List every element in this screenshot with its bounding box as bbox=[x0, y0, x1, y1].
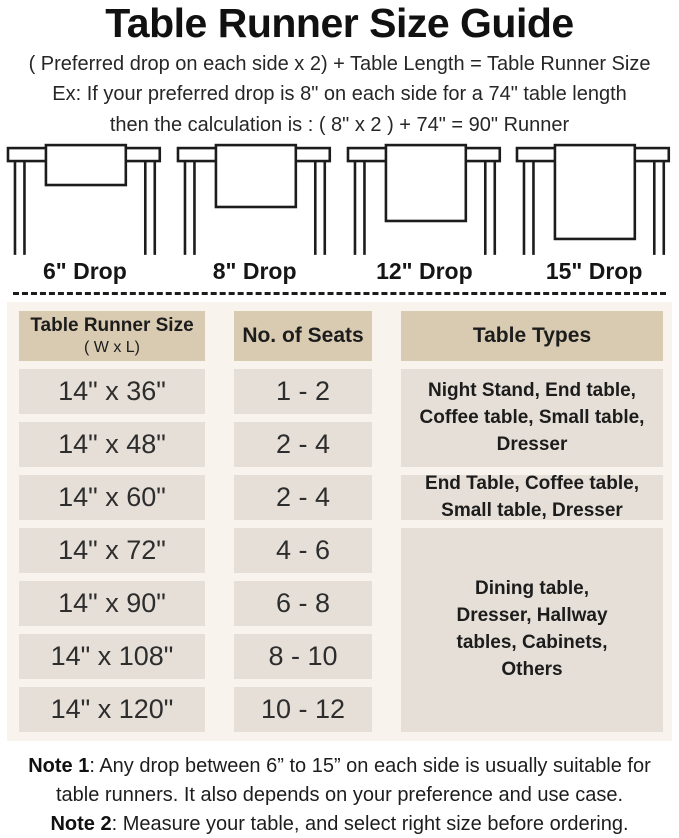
formula-text: ( Preferred drop on each side x 2) + Table Length = Table Runner Size bbox=[28, 52, 651, 75]
col-header-types bbox=[401, 311, 663, 361]
example-line-1: Ex: If your preferred drop is 8" on each side for a 74" table length bbox=[52, 83, 627, 106]
size-cell: 14" x 36" bbox=[19, 369, 205, 414]
table-with-runner-drawing bbox=[509, 143, 679, 257]
table-types-text: Night Stand, End table, Coffee table, Small table, Dresser bbox=[419, 379, 645, 455]
size-cell: 14" x 72" bbox=[19, 528, 205, 573]
notes-section bbox=[6, 752, 673, 838]
seats-cell: 10 - 12 bbox=[234, 687, 372, 732]
table-types-text: Dining table, Dresser, Hallway tables, Cabinets, Others bbox=[456, 578, 608, 681]
dashed-divider bbox=[13, 292, 666, 295]
note bbox=[6, 810, 673, 838]
drop-labels-row bbox=[0, 258, 679, 285]
drop-label: 15" Drop bbox=[545, 258, 643, 285]
size-cell: 14" x 90" bbox=[19, 581, 205, 626]
table-types-cell bbox=[401, 472, 663, 521]
note-text: : Any drop between 6” to 15” on each side is usually suitable for table runners. It also depends on your preference and use case. bbox=[55, 755, 651, 806]
drop-label: 6" Drop bbox=[43, 258, 127, 285]
note-text: : Measure your table, and select right size before ordering. bbox=[111, 812, 629, 835]
seats-cell: 6 - 8 bbox=[234, 581, 372, 626]
seats-cell: 2 - 4 bbox=[234, 422, 372, 467]
table-illustration bbox=[0, 143, 170, 257]
drop-label: 8" Drop bbox=[212, 258, 297, 285]
table-illustration bbox=[340, 143, 510, 257]
size-cell: 14" x 48" bbox=[19, 422, 205, 467]
table-illustration bbox=[509, 143, 679, 257]
table-with-runner-drawing bbox=[170, 143, 340, 257]
col-header-size-subtitle: ( W x L) bbox=[84, 338, 140, 356]
table-types-text: End Table, Coffee table, Small table, Dresser bbox=[425, 472, 639, 521]
seats-cell: 1 - 2 bbox=[234, 369, 372, 414]
size-table-panel bbox=[7, 302, 672, 741]
table-with-runner-drawing bbox=[0, 143, 170, 257]
table-illustration bbox=[170, 143, 340, 257]
page-title: Table Runner Size Guide bbox=[105, 0, 574, 46]
col-header-types-title: Table Types bbox=[472, 324, 592, 348]
col-header-size bbox=[19, 311, 205, 361]
note bbox=[6, 752, 673, 810]
drop-illustrations-row bbox=[0, 143, 679, 257]
col-header-seats bbox=[234, 311, 372, 361]
size-cell: 14" x 120" bbox=[19, 687, 205, 732]
size-table-grid bbox=[19, 311, 660, 732]
seats-cell: 4 - 6 bbox=[234, 528, 372, 573]
seats-cell: 8 - 10 bbox=[234, 634, 372, 679]
drop-label: 12" Drop bbox=[376, 258, 473, 285]
note-label: Note 1 bbox=[28, 755, 90, 778]
note-label: Note 2 bbox=[50, 812, 112, 835]
example-line-2: then the calculation is : ( 8" x 2 ) + 74" = 90" Runner bbox=[109, 113, 570, 136]
table-types-cell bbox=[401, 369, 663, 467]
size-cell: 14" x 108" bbox=[19, 634, 205, 679]
table-with-runner-drawing bbox=[340, 143, 510, 257]
size-cell: 14" x 60" bbox=[19, 475, 205, 520]
col-header-seats-title: No. of Seats bbox=[242, 324, 364, 348]
table-types-cell bbox=[401, 528, 663, 732]
seats-cell: 2 - 4 bbox=[234, 475, 372, 520]
col-header-size-title: Table Runner Size bbox=[30, 314, 194, 336]
